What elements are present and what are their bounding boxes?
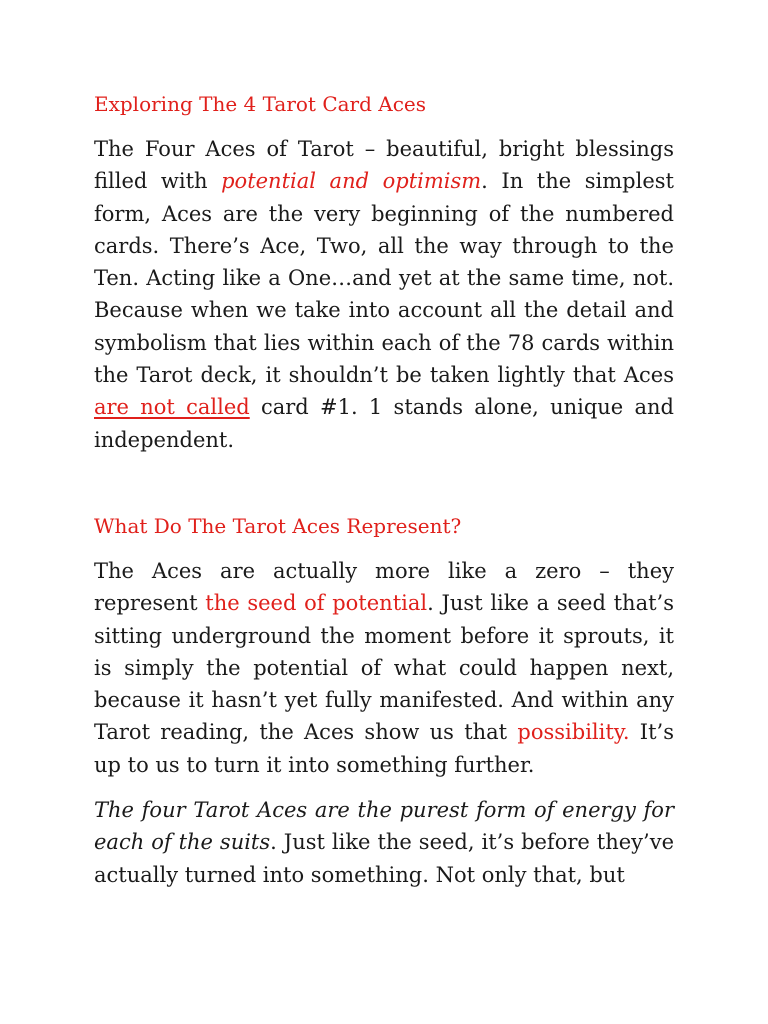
purest-form-text: . Just like the seed, it’s before they’ve actually turned into something. Not only that, but — [94, 830, 674, 887]
represent-text-3: It’s up to us to turn it into something further. — [94, 720, 674, 777]
represent-text-2: . Just like a seed that’s sitting underground the moment before it sprouts, it is simply the potential of what could happen next, because it hasn’t yet fully manifested. And within any Tarot reading, the Aces show us that — [94, 591, 674, 745]
intro-paragraph — [94, 133, 674, 456]
article-body — [94, 88, 674, 891]
represent-paragraph — [94, 555, 674, 781]
intro-text-2: . In the simplest form, Aces are the very beginning of the numbered cards. There’s Ace, Two, all the way through to the Ten. Acting like a One…and yet at the same time, not. Because when we take into account all the detail and symbolism that lies within each of the 78 cards within the Tarot deck, it shouldn’t be taken lightly that Aces — [94, 169, 674, 388]
purest-form-paragraph — [94, 794, 674, 891]
intro-text-1: The Four Aces of Tarot – beautiful, bright blessings filled with — [94, 137, 674, 194]
represent-text-1: The Aces are actually more like a zero – they represent — [94, 558, 674, 616]
highlight-not-called-link[interactable]: are not called — [94, 395, 250, 420]
highlight-seed-of-potential: the seed of potential — [205, 591, 428, 616]
section-heading-exploring-aces: Exploring The 4 Tarot Card Aces — [94, 92, 427, 116]
highlight-potential-optimism: potential and optimism — [221, 169, 482, 194]
purest-form-italic: The four Tarot Aces are the purest form of energy for each of the suits — [94, 798, 674, 855]
section-heading-aces-represent: What Do The Tarot Aces Represent? — [94, 513, 462, 538]
highlight-possibility: possibility. — [517, 720, 630, 745]
intro-text-3: card #1. 1 stands alone, unique and independent. — [94, 395, 674, 452]
